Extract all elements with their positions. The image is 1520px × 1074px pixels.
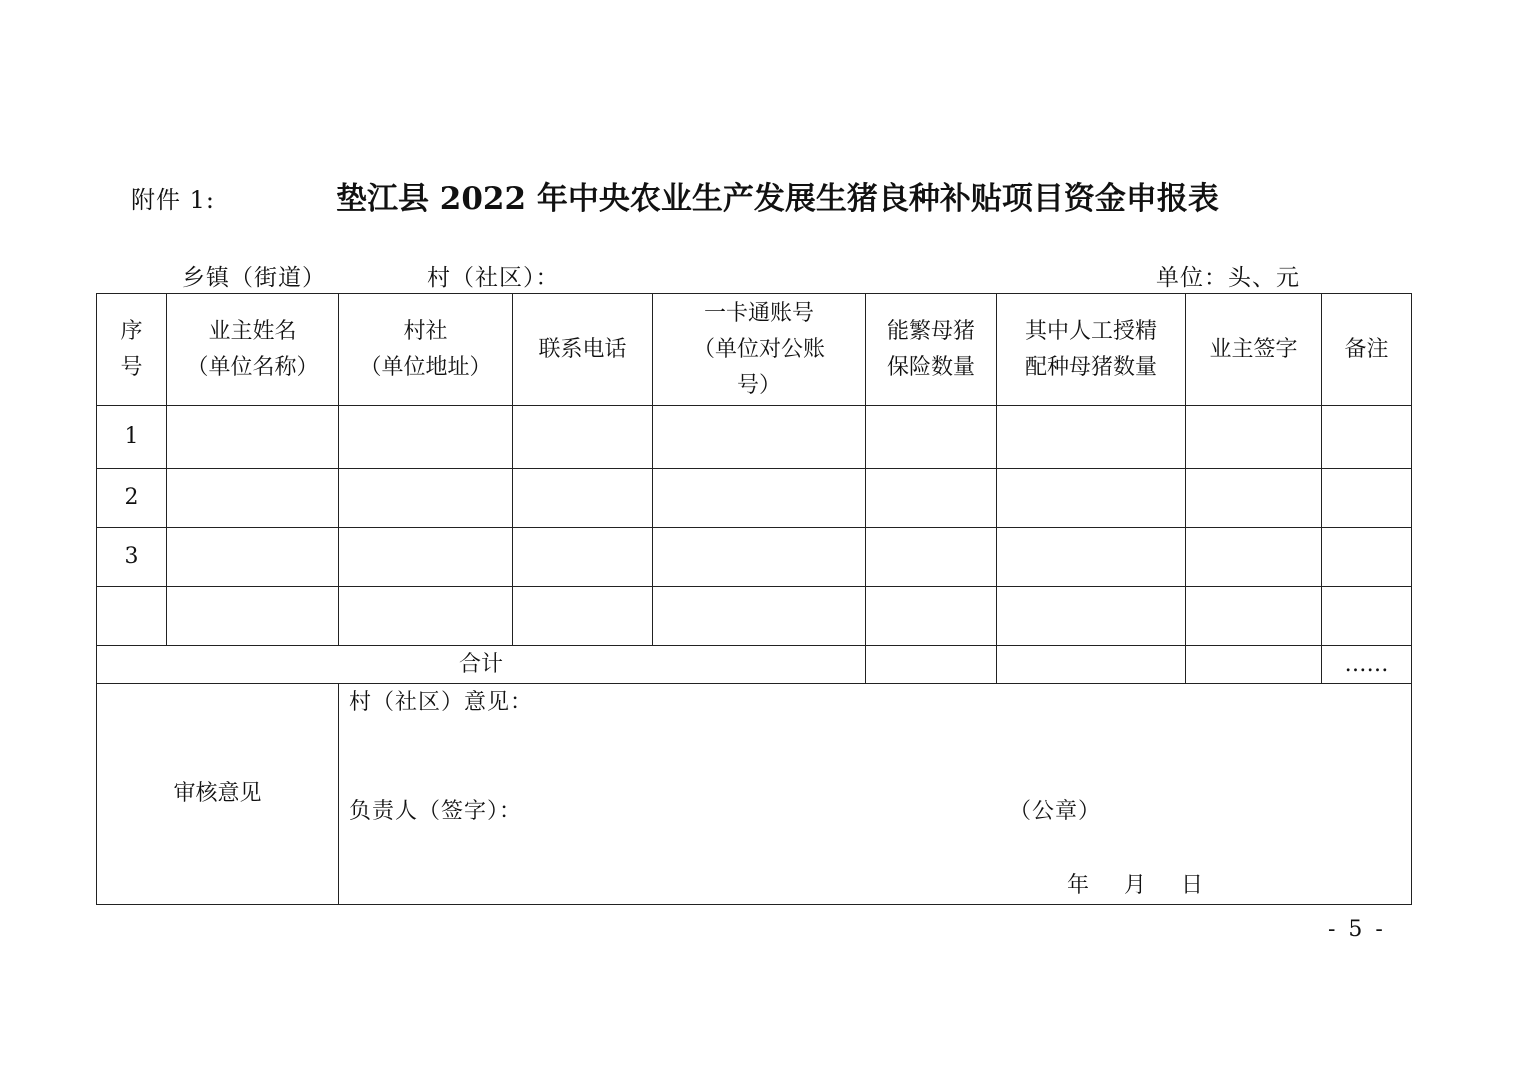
header-sow-insurance-count: 能繁母猪 保险数量 [866, 294, 997, 406]
owner-signature-cell[interactable] [1186, 587, 1322, 646]
table-header-row [97, 294, 1412, 406]
review-row [97, 684, 1412, 905]
sow-insurance-count-cell[interactable] [866, 406, 997, 469]
attachment-label: 附件 1: [131, 186, 215, 214]
table-row [97, 587, 1412, 646]
phone-cell[interactable] [513, 587, 653, 646]
header-account-number: 一卡通账号 （单位对公账 号） [653, 294, 866, 406]
page-number: - 5 - [1328, 917, 1386, 942]
village-address-cell[interactable] [339, 528, 513, 587]
account-number-cell[interactable] [653, 528, 866, 587]
village-address-cell[interactable] [339, 469, 513, 528]
month-label: 月 [1124, 873, 1148, 898]
owner-name-cell[interactable] [167, 528, 339, 587]
header-phone: 联系电话 [513, 294, 653, 406]
year-label: 年 [1067, 873, 1091, 898]
owner-signature-cell[interactable] [1186, 469, 1322, 528]
remarks-cell[interactable] [1322, 406, 1412, 469]
phone-cell[interactable] [513, 406, 653, 469]
remarks-cell[interactable] [1322, 528, 1412, 587]
header-village-address: 村社 （单位地址） [339, 294, 513, 406]
owner-name-cell[interactable] [167, 406, 339, 469]
document-title: 垫江县 2022 年中央农业生产发展生猪良种补贴项目资金申报表 [336, 181, 1219, 217]
review-opinion-area[interactable] [339, 684, 1412, 905]
owner-name-cell[interactable] [167, 587, 339, 646]
ai-sow-count-cell[interactable] [997, 469, 1186, 528]
serial-number-cell: 1 [97, 406, 167, 469]
phone-cell[interactable] [513, 528, 653, 587]
ai-sow-count-cell[interactable] [997, 528, 1186, 587]
sow-insurance-count-cell[interactable] [866, 528, 997, 587]
account-number-cell[interactable] [653, 587, 866, 646]
account-number-cell[interactable] [653, 406, 866, 469]
day-label: 日 [1181, 873, 1205, 898]
serial-number-cell [97, 587, 167, 646]
village-opinion-label: 村（社区）意见： [349, 690, 534, 715]
phone-cell[interactable] [513, 469, 653, 528]
total-row [97, 646, 1412, 684]
village-address-cell[interactable] [339, 587, 513, 646]
serial-number-cell: 2 [97, 469, 167, 528]
owner-name-cell[interactable] [167, 469, 339, 528]
review-opinion-label: 审核意见 [97, 684, 339, 905]
serial-number-cell: 3 [97, 528, 167, 587]
total-remarks-cell: …… [1322, 646, 1412, 684]
table-row [97, 528, 1412, 587]
total-ai-sow-count-cell[interactable] [997, 646, 1186, 684]
total-owner-signature-cell[interactable] [1186, 646, 1322, 684]
subsidy-application-table [96, 293, 1412, 905]
header-remarks: 备注 [1322, 294, 1412, 406]
remarks-cell[interactable] [1322, 587, 1412, 646]
town-field-label: 乡镇（街道） [182, 265, 326, 291]
responsible-person-signature-label: 负责人（签字）： [349, 799, 523, 824]
header-ai-sow-count: 其中人工授精 配种母猪数量 [997, 294, 1186, 406]
header-owner-name: 业主姓名 （单位名称） [167, 294, 339, 406]
ai-sow-count-cell[interactable] [997, 587, 1186, 646]
official-seal-label: （公章） [1009, 799, 1102, 824]
village-address-cell[interactable] [339, 406, 513, 469]
total-sow-insurance-count-cell[interactable] [866, 646, 997, 684]
table-row [97, 406, 1412, 469]
owner-signature-cell[interactable] [1186, 528, 1322, 587]
header-owner-signature: 业主签字 [1186, 294, 1322, 406]
account-number-cell[interactable] [653, 469, 866, 528]
owner-signature-cell[interactable] [1186, 406, 1322, 469]
table-row [97, 469, 1412, 528]
unit-label: 单位：头、元 [1156, 265, 1300, 291]
date-line [1067, 873, 1230, 899]
village-field-label: 村（社区）： [427, 265, 560, 291]
total-label: 合计 [97, 646, 866, 684]
sow-insurance-count-cell[interactable] [866, 587, 997, 646]
sow-insurance-count-cell[interactable] [866, 469, 997, 528]
header-serial-number: 序 号 [97, 294, 167, 406]
ai-sow-count-cell[interactable] [997, 406, 1186, 469]
remarks-cell[interactable] [1322, 469, 1412, 528]
